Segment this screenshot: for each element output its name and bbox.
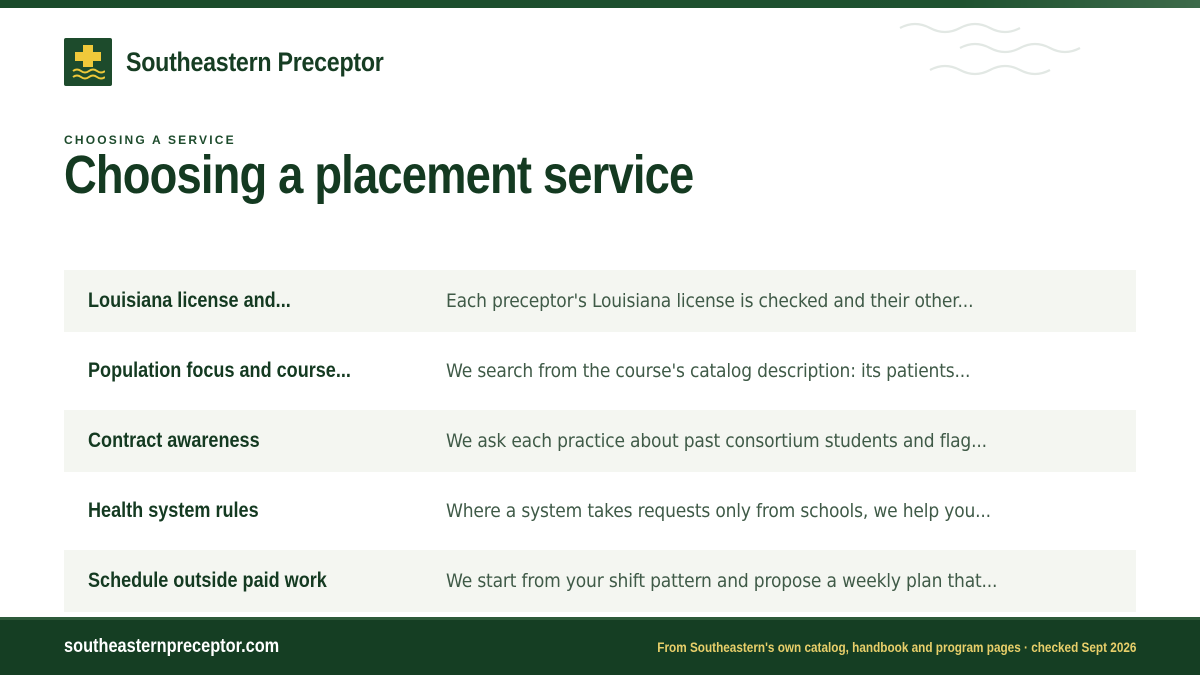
row-label-text: Schedule outside paid work <box>88 569 327 592</box>
cross-waves-icon <box>64 38 112 86</box>
row-description-text: Each preceptor's Louisiana license is checked and their other... <box>446 290 974 312</box>
row-description-text: We ask each practice about past consortium students and flag... <box>446 430 987 452</box>
footer-source-note: From Southeastern's own catalog, handbook and program pages · checked Sept 2026 <box>656 639 1136 655</box>
row-description <box>446 360 1028 382</box>
row-description <box>446 290 1032 312</box>
row-description <box>446 430 1047 452</box>
top-accent-bar <box>0 0 1200 8</box>
section-eyebrow: CHOOSING A SERVICE <box>64 133 236 147</box>
row-label <box>64 499 446 523</box>
row-description-text: We search from the course's catalog description: its patients... <box>446 360 971 382</box>
list-item <box>64 480 1136 542</box>
row-description <box>446 570 1059 592</box>
brand[interactable] <box>64 38 425 86</box>
row-description <box>446 500 1051 522</box>
row-label <box>64 569 446 593</box>
list-item <box>64 410 1136 472</box>
row-label <box>64 289 446 313</box>
row-label-text: Louisiana license and... <box>88 289 291 312</box>
service-criteria-list <box>64 270 1136 620</box>
row-label <box>64 429 446 453</box>
row-label <box>64 359 446 383</box>
list-item <box>64 550 1136 612</box>
row-label-text: Population focus and course... <box>88 359 351 382</box>
footer <box>0 617 1200 675</box>
list-item <box>64 270 1136 332</box>
brand-name: Southeastern Preceptor <box>126 46 384 77</box>
row-label-text: Contract awareness <box>88 429 260 452</box>
row-description-text: We start from your shift pattern and propose a weekly plan that... <box>446 570 998 592</box>
row-description-text: Where a system takes requests only from schools, we help you... <box>446 500 991 522</box>
page-title: Choosing a placement service <box>64 145 694 205</box>
footer-url-link[interactable]: southeasternpreceptor.com <box>64 636 280 657</box>
wave-decoration <box>895 14 1095 84</box>
list-item <box>64 340 1136 402</box>
row-label-text: Health system rules <box>88 499 259 522</box>
